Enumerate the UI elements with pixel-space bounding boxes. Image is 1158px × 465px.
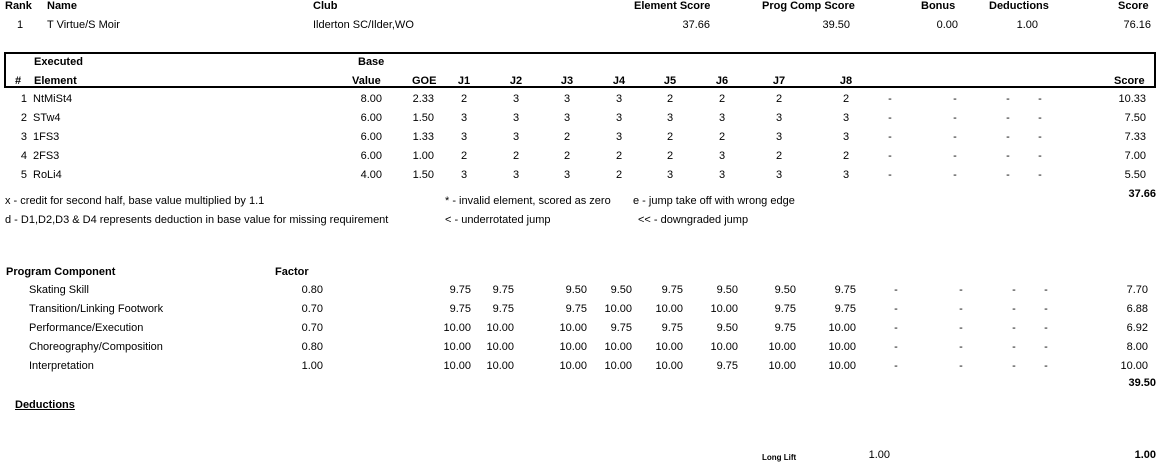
- deductions-value: 1.00: [1016, 19, 1038, 31]
- element-code: 2FS3: [33, 150, 60, 162]
- element-judge-mark: 3: [718, 169, 726, 181]
- element-judge-mark: 3: [460, 112, 468, 124]
- empty-judge-dash: -: [1038, 93, 1042, 105]
- component-judge-mark: 10.00: [768, 360, 796, 372]
- component-judge-mark: 10.00: [559, 341, 587, 353]
- element-judge-mark: 2: [718, 131, 726, 143]
- skater-name: T Virtue/S Moir: [47, 19, 120, 31]
- empty-judge-dash: -: [1038, 150, 1042, 162]
- element-judge-mark: 3: [718, 150, 726, 162]
- element-judge-mark: 3: [512, 93, 520, 105]
- element-judge-mark: 3: [563, 93, 571, 105]
- empty-judge-dash: -: [1006, 93, 1010, 105]
- element-goe: 2.33: [412, 93, 434, 105]
- element-judge-mark: 2: [563, 150, 571, 162]
- component-judge-mark: 9.75: [492, 284, 514, 296]
- empty-judge-dash: -: [894, 341, 898, 353]
- base-header-top: Base: [358, 56, 385, 68]
- component-name: Interpretation: [29, 360, 94, 372]
- element-score: 7.33: [1124, 131, 1146, 143]
- element-judge-mark: 2: [615, 150, 623, 162]
- empty-judge-dash: -: [1012, 341, 1016, 353]
- element-goe: 1.50: [412, 169, 434, 181]
- deductions-header: Deductions: [989, 0, 1049, 12]
- element-score: 10.33: [1118, 93, 1146, 105]
- element-code: 1FS3: [33, 131, 60, 143]
- component-name: Choreography/Composition: [29, 341, 163, 353]
- element-judge-mark: 3: [460, 131, 468, 143]
- component-factor: 1.00: [301, 360, 323, 372]
- component-judge-mark: 9.75: [492, 303, 514, 315]
- club-header: Club: [313, 0, 338, 12]
- element-base-value: 6.00: [360, 112, 382, 124]
- empty-judge-dash: -: [1038, 169, 1042, 181]
- element-score: 5.50: [1124, 169, 1146, 181]
- component-judge-mark: 10.00: [443, 322, 471, 334]
- empty-judge-dash: -: [1006, 131, 1010, 143]
- empty-judge-dash: -: [894, 360, 898, 372]
- program-component-header: Program Component: [6, 266, 116, 278]
- element-judge-mark: 3: [512, 112, 520, 124]
- element-judge-mark: 3: [615, 112, 623, 124]
- element-judge-mark: 2: [666, 93, 674, 105]
- element-judge-mark: 3: [615, 93, 623, 105]
- empty-judge-dash: -: [888, 131, 892, 143]
- element-judge-mark: 3: [615, 131, 623, 143]
- component-judge-mark: 9.75: [661, 284, 683, 296]
- component-judge-mark: 9.75: [449, 284, 471, 296]
- element-base-value: 4.00: [360, 169, 382, 181]
- total-score-value: 76.16: [1123, 19, 1151, 31]
- empty-judge-dash: -: [1038, 112, 1042, 124]
- empty-judge-dash: -: [894, 284, 898, 296]
- empty-judge-dash: -: [959, 360, 963, 372]
- component-judge-mark: 10.00: [486, 341, 514, 353]
- judge-header: J1: [457, 75, 471, 87]
- prog-comp-score-header: Prog Comp Score: [762, 0, 855, 12]
- element-judge-mark: 2: [512, 150, 520, 162]
- empty-judge-dash: -: [1038, 131, 1042, 143]
- element-judge-mark: 3: [512, 169, 520, 181]
- element-score-value: 37.66: [682, 19, 710, 31]
- component-factor: 0.80: [301, 341, 323, 353]
- goe-header: GOE: [412, 75, 437, 87]
- element-judge-mark: 3: [563, 112, 571, 124]
- component-judge-mark: 9.75: [774, 303, 796, 315]
- base-header-bottom: Value: [352, 75, 381, 87]
- empty-judge-dash: -: [1044, 341, 1048, 353]
- component-judge-mark: 10.00: [559, 360, 587, 372]
- component-judge-mark: 9.50: [565, 284, 587, 296]
- empty-judge-dash: -: [959, 322, 963, 334]
- empty-judge-dash: -: [1012, 322, 1016, 334]
- skater-club: Ilderton SC/Ilder,WO: [313, 19, 414, 31]
- empty-judge-dash: -: [1044, 360, 1048, 372]
- component-judge-mark: 9.75: [716, 360, 738, 372]
- component-factor: 0.70: [301, 322, 323, 334]
- component-judge-mark: 10.00: [828, 322, 856, 334]
- empty-judge-dash: -: [888, 112, 892, 124]
- rank-header: Rank: [5, 0, 32, 12]
- empty-judge-dash: -: [894, 322, 898, 334]
- element-base-value: 8.00: [360, 93, 382, 105]
- empty-judge-dash: -: [959, 341, 963, 353]
- judge-header: J5: [663, 75, 677, 87]
- component-judge-mark: 10.00: [486, 360, 514, 372]
- component-judge-mark: 10.00: [604, 341, 632, 353]
- deduction-item-label: Long Lift: [762, 453, 797, 462]
- component-judge-mark: 10.00: [655, 360, 683, 372]
- component-judge-mark: 9.50: [716, 284, 738, 296]
- element-goe: 1.33: [412, 131, 434, 143]
- empty-judge-dash: -: [1006, 112, 1010, 124]
- component-judge-mark: 10.00: [443, 360, 471, 372]
- empty-judge-dash: -: [953, 169, 957, 181]
- empty-judge-dash: -: [894, 303, 898, 315]
- component-score: 8.00: [1126, 341, 1148, 353]
- prog-comp-score-value: 39.50: [822, 19, 850, 31]
- element-judge-mark: 3: [666, 169, 674, 181]
- component-name: Performance/Execution: [29, 322, 144, 334]
- legend-down: << - downgraded jump: [638, 214, 749, 226]
- empty-judge-dash: -: [1044, 322, 1048, 334]
- component-score: 7.70: [1126, 284, 1148, 296]
- empty-judge-dash: -: [953, 150, 957, 162]
- component-judge-mark: 10.00: [655, 303, 683, 315]
- component-judge-mark: 10.00: [710, 303, 738, 315]
- component-factor: 0.80: [301, 284, 323, 296]
- component-score: 6.88: [1126, 303, 1148, 315]
- empty-judge-dash: -: [888, 150, 892, 162]
- element-score: 7.00: [1124, 150, 1146, 162]
- empty-judge-dash: -: [1006, 150, 1010, 162]
- element-judge-mark: 2: [460, 93, 468, 105]
- component-judge-mark: 10.00: [655, 341, 683, 353]
- element-row-number: 5: [20, 169, 27, 181]
- element-judge-mark: 3: [718, 112, 726, 124]
- component-judge-mark: 9.75: [610, 322, 632, 334]
- element-row-number: 3: [20, 131, 27, 143]
- element-judge-mark: 2: [718, 93, 726, 105]
- component-judge-mark: 9.75: [774, 322, 796, 334]
- element-judge-mark: 3: [775, 131, 783, 143]
- deduction-item-value: 1.00: [868, 449, 890, 461]
- name-header: Name: [47, 0, 77, 12]
- number-header: #: [15, 75, 22, 87]
- empty-judge-dash: -: [959, 303, 963, 315]
- element-judge-mark: 2: [666, 131, 674, 143]
- component-judge-mark: 10.00: [710, 341, 738, 353]
- empty-judge-dash: -: [1044, 284, 1048, 296]
- element-judge-mark: 3: [842, 169, 850, 181]
- element-row-number: 2: [20, 112, 27, 124]
- empty-judge-dash: -: [1012, 360, 1016, 372]
- executed-header-top: Executed: [34, 56, 83, 68]
- component-judge-mark: 9.75: [565, 303, 587, 315]
- empty-judge-dash: -: [1012, 303, 1016, 315]
- element-code: STw4: [33, 112, 61, 124]
- element-score-col-header: Score: [1114, 75, 1145, 87]
- element-base-value: 6.00: [360, 150, 382, 162]
- component-judge-mark: 9.75: [449, 303, 471, 315]
- legend-d: d - D1,D2,D3 & D4 represents deduction in base value for missing requirement: [5, 214, 389, 226]
- empty-judge-dash: -: [953, 131, 957, 143]
- element-judge-mark: 2: [666, 150, 674, 162]
- judge-header: J2: [509, 75, 523, 87]
- element-row-number: 4: [20, 150, 27, 162]
- legend-edge: e - jump take off with wrong edge: [633, 195, 795, 207]
- element-judge-mark: 3: [460, 169, 468, 181]
- component-name: Skating Skill: [29, 284, 89, 296]
- element-score: 7.50: [1124, 112, 1146, 124]
- bonus-header: Bonus: [921, 0, 956, 12]
- component-judge-mark: 10.00: [559, 322, 587, 334]
- element-judge-mark: 2: [460, 150, 468, 162]
- legend-under: < - underrotated jump: [445, 214, 551, 226]
- element-base-value: 6.00: [360, 131, 382, 143]
- skater-rank: 1: [17, 19, 24, 31]
- element-judge-mark: 3: [512, 131, 520, 143]
- executed-header-bottom: Element: [34, 75, 77, 87]
- component-judge-mark: 10.00: [486, 322, 514, 334]
- component-judge-mark: 9.50: [774, 284, 796, 296]
- element-judge-mark: 2: [775, 93, 783, 105]
- element-code: RoLi4: [33, 169, 62, 181]
- element-row-number: 1: [20, 93, 27, 105]
- score-header: Score: [1118, 0, 1149, 12]
- component-score: 10.00: [1120, 360, 1148, 372]
- judge-header: J7: [772, 75, 786, 87]
- component-judge-mark: 9.50: [716, 322, 738, 334]
- element-judge-mark: 3: [775, 169, 783, 181]
- component-name: Transition/Linking Footwork: [29, 303, 164, 315]
- element-judge-mark: 2: [775, 150, 783, 162]
- empty-judge-dash: -: [888, 93, 892, 105]
- empty-judge-dash: -: [1044, 303, 1048, 315]
- empty-judge-dash: -: [1006, 169, 1010, 181]
- component-judge-mark: 9.75: [834, 284, 856, 296]
- component-factor: 0.70: [301, 303, 323, 315]
- legend-invalid: * - invalid element, scored as zero: [445, 195, 611, 207]
- component-judge-mark: 10.00: [828, 360, 856, 372]
- judge-header: J4: [612, 75, 626, 87]
- component-judge-mark: 10.00: [604, 303, 632, 315]
- element-goe: 1.00: [412, 150, 434, 162]
- component-judge-mark: 9.75: [834, 303, 856, 315]
- element-judge-mark: 2: [563, 131, 571, 143]
- judge-header: J3: [560, 75, 574, 87]
- element-judge-mark: 2: [842, 150, 850, 162]
- component-judge-mark: 10.00: [443, 341, 471, 353]
- deductions-title: Deductions: [15, 399, 75, 411]
- legend-x: x - credit for second half, base value multiplied by 1.1: [5, 195, 265, 207]
- empty-judge-dash: -: [1012, 284, 1016, 296]
- element-judge-mark: 3: [842, 131, 850, 143]
- elements-total: 37.66: [1128, 188, 1156, 200]
- deductions-total: 1.00: [1134, 449, 1156, 461]
- component-score: 6.92: [1126, 322, 1148, 334]
- element-judge-mark: 3: [563, 169, 571, 181]
- element-judge-mark: 3: [842, 112, 850, 124]
- element-code: NtMiSt4: [33, 93, 73, 105]
- component-judge-mark: 10.00: [768, 341, 796, 353]
- factor-header: Factor: [275, 266, 309, 278]
- judge-header: J8: [839, 75, 853, 87]
- element-judge-mark: 2: [842, 93, 850, 105]
- element-judge-mark: 2: [615, 169, 623, 181]
- empty-judge-dash: -: [953, 112, 957, 124]
- element-score-header: Element Score: [634, 0, 711, 12]
- bonus-value: 0.00: [936, 19, 958, 31]
- element-judge-mark: 3: [666, 112, 674, 124]
- judge-header: J6: [715, 75, 729, 87]
- component-judge-mark: 10.00: [604, 360, 632, 372]
- empty-judge-dash: -: [959, 284, 963, 296]
- element-goe: 1.50: [412, 112, 434, 124]
- element-judge-mark: 3: [775, 112, 783, 124]
- component-judge-mark: 9.75: [661, 322, 683, 334]
- components-total: 39.50: [1128, 377, 1156, 389]
- component-judge-mark: 9.50: [610, 284, 632, 296]
- empty-judge-dash: -: [888, 169, 892, 181]
- component-judge-mark: 10.00: [828, 341, 856, 353]
- empty-judge-dash: -: [953, 93, 957, 105]
